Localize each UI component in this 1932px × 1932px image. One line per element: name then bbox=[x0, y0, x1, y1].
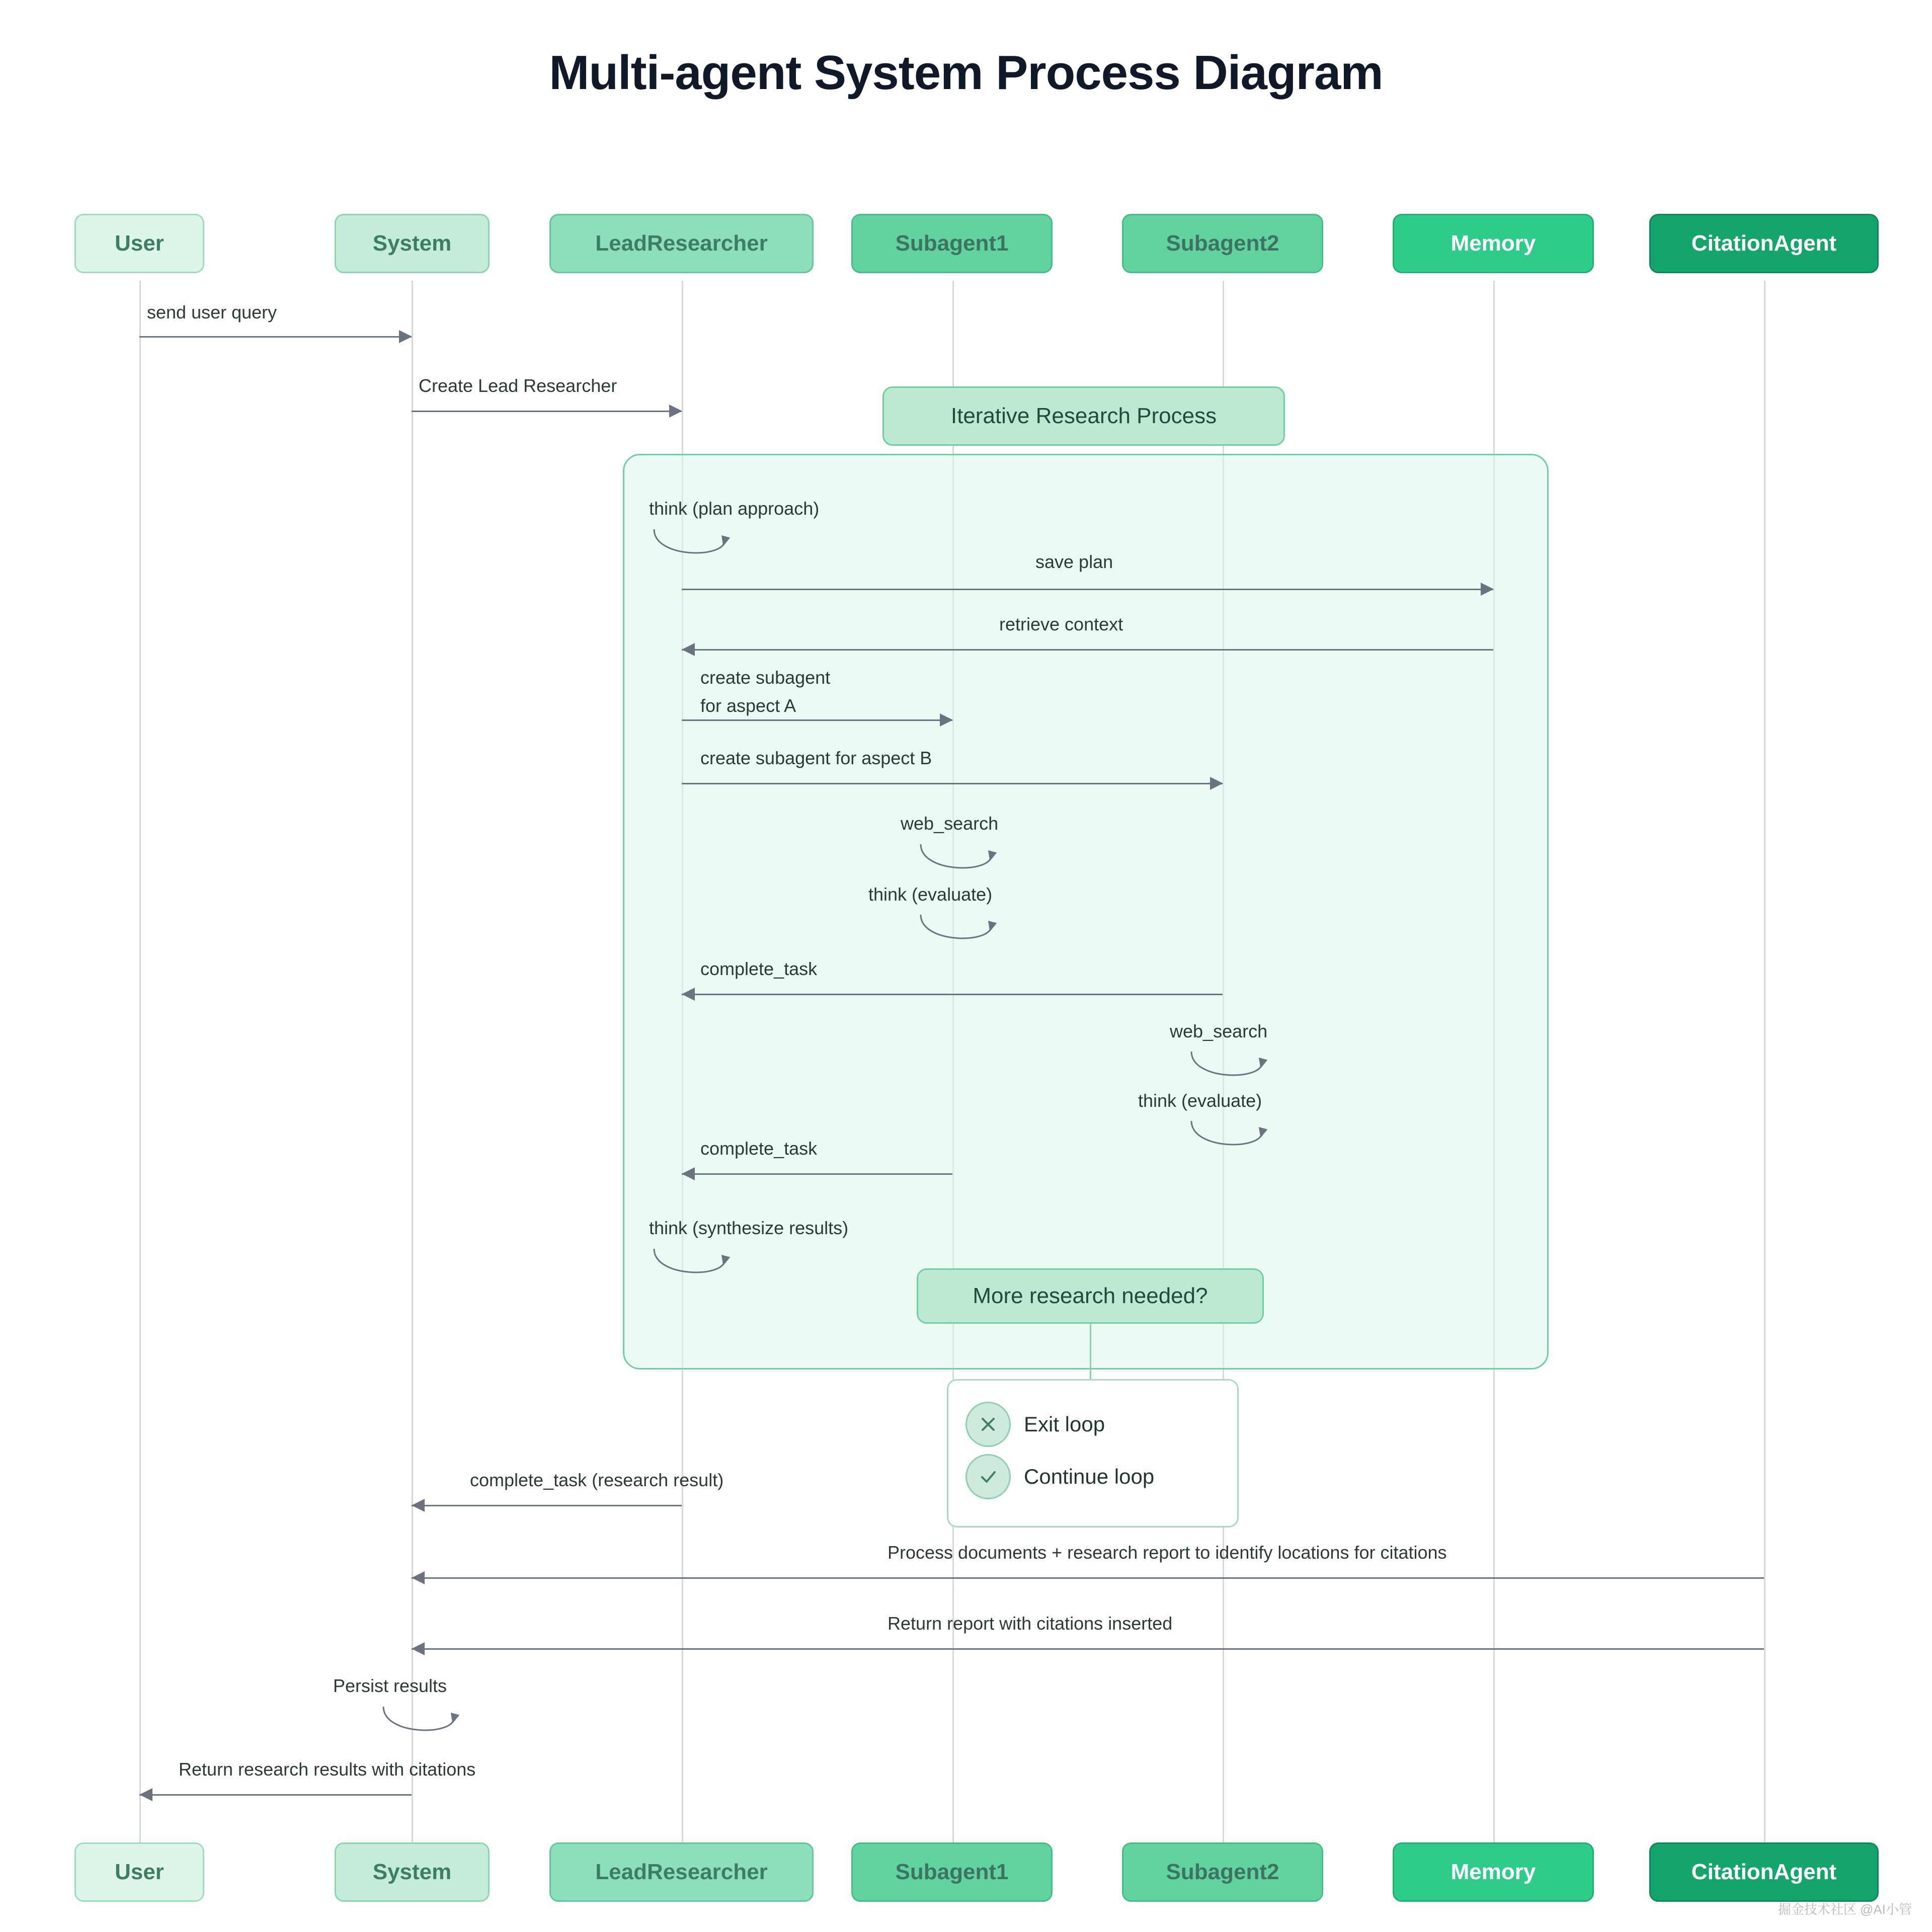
message-label-think-plan-approach: think (plan approach) bbox=[649, 498, 820, 519]
message-label-persist-results: Persist results bbox=[333, 1675, 447, 1696]
actor-label: Subagent1 bbox=[895, 1860, 1009, 1884]
actor-label: User bbox=[115, 1860, 164, 1884]
message-label-retrieve-context: retrieve context bbox=[999, 614, 1123, 634]
self-loop-persist-results bbox=[378, 1701, 479, 1751]
message-line-process-documents bbox=[412, 1577, 1764, 1579]
self-loop-web-search-sub2 bbox=[1186, 1045, 1287, 1096]
message-label-create-subagent-a-line2: for aspect A bbox=[700, 695, 796, 716]
arrow-head-return-results bbox=[139, 1788, 152, 1801]
message-line-create-subagent-b bbox=[682, 783, 1223, 784]
actor-lead-bottom[interactable] bbox=[549, 1842, 814, 1902]
message-label-send-user-query: send user query bbox=[147, 302, 277, 323]
message-label-return-results: Return research results with citations bbox=[179, 1759, 476, 1780]
arrow-head-send-user-query bbox=[399, 330, 412, 343]
message-label-think-evaluate-sub2: think (evaluate) bbox=[1138, 1090, 1262, 1111]
actor-user-top[interactable] bbox=[74, 214, 204, 273]
message-line-send-user-query bbox=[139, 336, 412, 338]
message-line-save-plan bbox=[682, 589, 1493, 590]
message-label-process-documents: Process documents + research report to identify locations for citations bbox=[888, 1542, 1447, 1563]
loop-title-label: Iterative Research Process bbox=[950, 404, 1217, 428]
loop-title-note bbox=[882, 386, 1285, 446]
self-loop-think-evaluate-sub2 bbox=[1186, 1115, 1287, 1165]
message-label-web-search-sub1: web_search bbox=[901, 813, 999, 834]
message-label-create-lead-researcher: Create Lead Researcher bbox=[419, 375, 617, 396]
actor-label: Subagent1 bbox=[895, 231, 1009, 256]
actor-lead-top[interactable] bbox=[549, 214, 814, 273]
message-line-create-subagent-a bbox=[682, 719, 952, 721]
arrow-head-complete-task-sub1 bbox=[682, 988, 695, 1001]
message-label-create-subagent-b: create subagent for aspect B bbox=[700, 748, 932, 768]
self-loop-think-plan-approach bbox=[649, 523, 750, 574]
actor-label: Subagent2 bbox=[1166, 1860, 1279, 1884]
actor-label: User bbox=[115, 231, 164, 256]
lifeline-citation bbox=[1764, 281, 1765, 1849]
self-loop-think-evaluate-sub1 bbox=[916, 909, 1016, 959]
arrow-head-complete-task-sub2 bbox=[682, 1167, 695, 1180]
actor-memory-top[interactable] bbox=[1393, 214, 1594, 273]
decision-options bbox=[947, 1379, 1239, 1527]
message-label-create-subagent-a-line1: create subagent bbox=[700, 667, 831, 688]
actor-sub2-top[interactable] bbox=[1122, 214, 1323, 273]
message-label-save-plan: save plan bbox=[1035, 551, 1113, 572]
arrow-head-complete-task-research-result bbox=[412, 1499, 425, 1512]
arrow-head-save-plan bbox=[1481, 583, 1494, 596]
arrow-head-process-documents bbox=[412, 1571, 425, 1584]
actor-sub1-top[interactable] bbox=[851, 214, 1053, 273]
actor-label: Memory bbox=[1451, 231, 1536, 256]
message-label-think-synthesize: think (synthesize results) bbox=[649, 1218, 849, 1238]
actor-label: LeadResearcher bbox=[595, 231, 768, 256]
actor-label: CitationAgent bbox=[1691, 1860, 1837, 1884]
actor-label: LeadResearcher bbox=[595, 1860, 768, 1884]
actor-label: CitationAgent bbox=[1691, 231, 1837, 256]
self-loop-web-search-sub1 bbox=[916, 838, 1016, 889]
actor-system-bottom[interactable] bbox=[335, 1842, 490, 1902]
message-line-create-lead-researcher bbox=[412, 411, 682, 412]
actor-label: Memory bbox=[1451, 1860, 1536, 1884]
lifeline-user bbox=[139, 281, 141, 1849]
actor-sub2-bottom[interactable] bbox=[1122, 1842, 1323, 1902]
lifeline-system bbox=[412, 281, 413, 1849]
actor-user-bottom[interactable] bbox=[74, 1842, 204, 1902]
check-icon bbox=[965, 1454, 1011, 1499]
cross-icon bbox=[965, 1402, 1011, 1447]
message-line-retrieve-context bbox=[682, 649, 1493, 651]
message-label-complete-task-research-result: complete_task (research result) bbox=[470, 1470, 724, 1490]
decision-connector bbox=[1090, 1324, 1091, 1379]
arrow-head-create-subagent-a bbox=[940, 713, 953, 727]
message-label-complete-task-sub1: complete_task bbox=[700, 958, 818, 979]
actor-citation-top[interactable] bbox=[1649, 214, 1879, 273]
page-title: Multi-agent System Process Diagram bbox=[549, 46, 1383, 100]
message-label-complete-task-sub2: complete_task bbox=[700, 1138, 818, 1159]
message-line-complete-task-research-result bbox=[412, 1505, 682, 1506]
message-label-think-evaluate-sub1: think (evaluate) bbox=[868, 884, 993, 905]
message-line-complete-task-sub2 bbox=[682, 1173, 952, 1175]
self-loop-think-synthesize bbox=[649, 1243, 750, 1293]
watermark: 掘金技术社区 @AI小管 bbox=[1778, 1902, 1912, 1917]
actor-label: Subagent2 bbox=[1166, 231, 1279, 256]
actor-citation-bottom[interactable] bbox=[1649, 1842, 1879, 1902]
message-label-return-report: Return report with citations inserted bbox=[888, 1613, 1173, 1634]
actor-label: System bbox=[372, 231, 452, 256]
arrow-head-return-report bbox=[412, 1642, 425, 1655]
actor-sub1-bottom[interactable] bbox=[851, 1842, 1053, 1902]
option-exit-loop[interactable] bbox=[965, 1402, 1220, 1447]
arrow-head-retrieve-context bbox=[682, 643, 695, 656]
actor-memory-bottom[interactable] bbox=[1393, 1842, 1594, 1902]
message-line-complete-task-sub1 bbox=[682, 994, 1223, 995]
option-label: Continue loop bbox=[1024, 1465, 1155, 1488]
actor-system-top[interactable] bbox=[335, 214, 490, 273]
message-line-return-report bbox=[412, 1648, 1764, 1650]
arrow-head-create-lead-researcher bbox=[669, 405, 682, 418]
decision-note bbox=[917, 1268, 1264, 1324]
message-label-web-search-sub2: web_search bbox=[1170, 1021, 1268, 1041]
decision-label: More research needed? bbox=[973, 1283, 1208, 1308]
option-label: Exit loop bbox=[1024, 1412, 1105, 1436]
arrow-head-create-subagent-b bbox=[1210, 777, 1223, 790]
option-continue-loop[interactable] bbox=[965, 1454, 1220, 1499]
message-line-return-results bbox=[139, 1794, 412, 1796]
actor-label: System bbox=[372, 1860, 452, 1884]
